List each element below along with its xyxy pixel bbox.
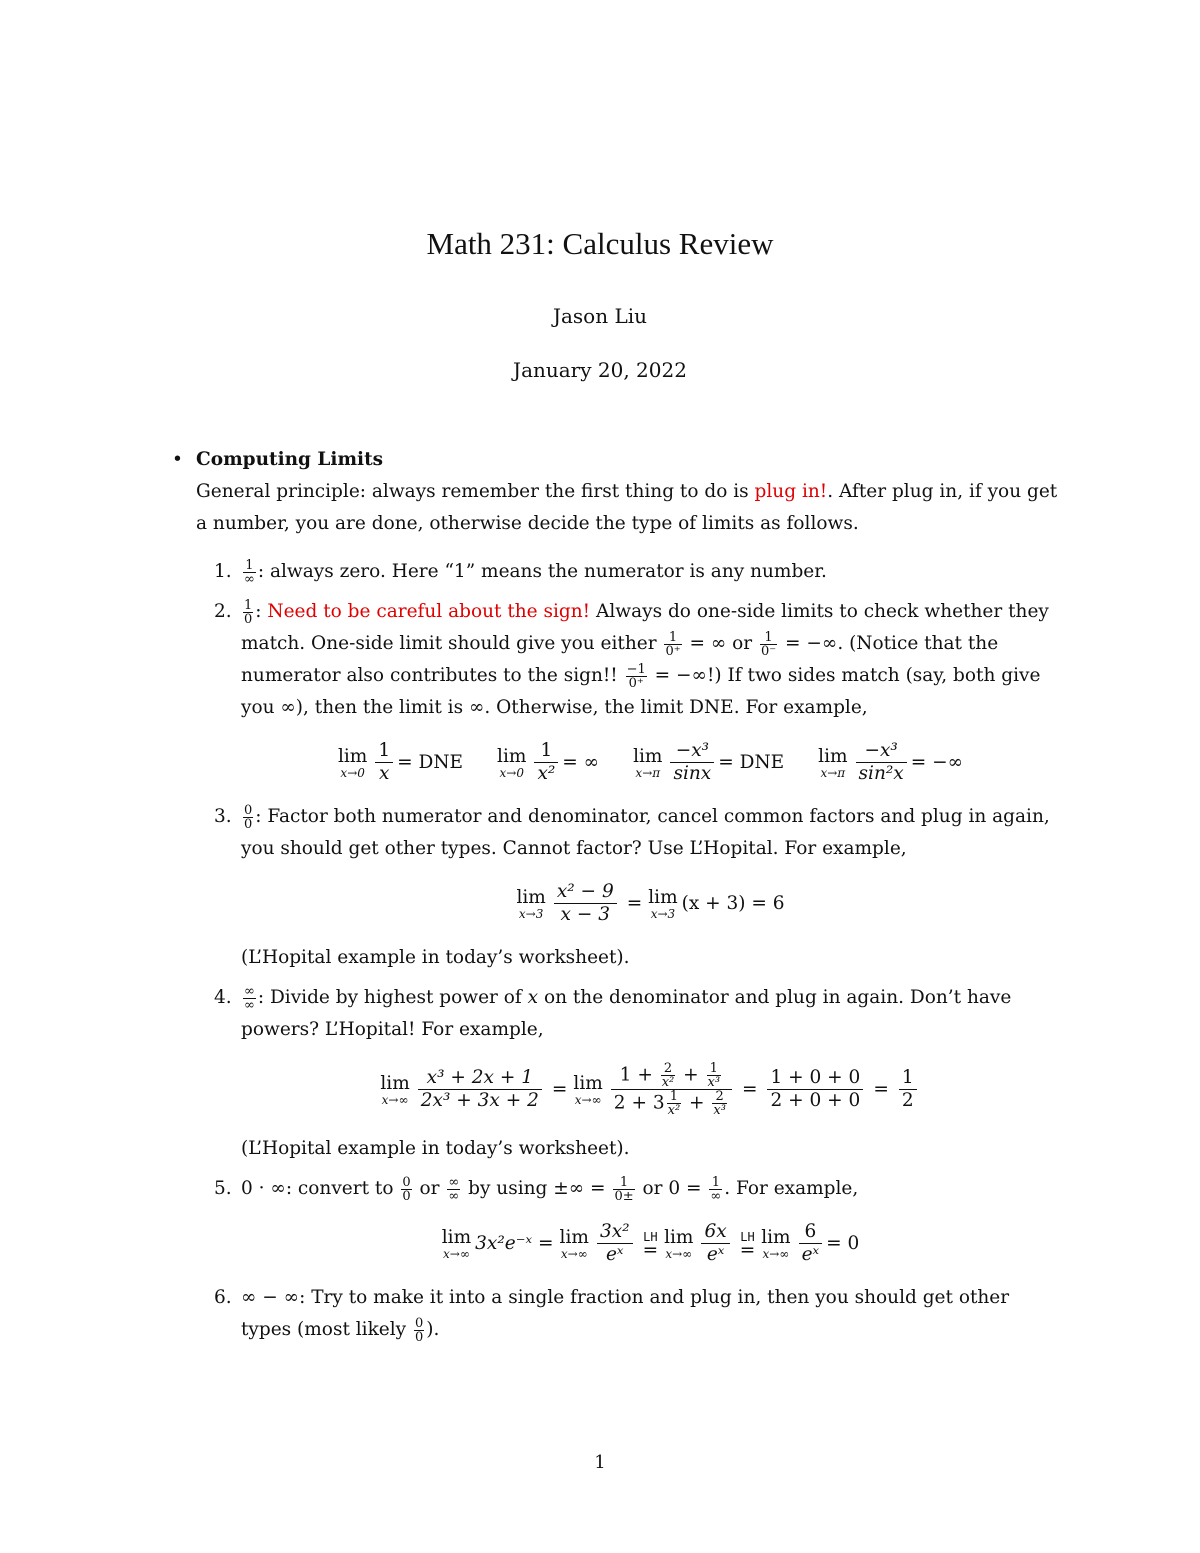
fraction [667,1090,682,1117]
limit-operator [573,1074,602,1106]
item-number: 3. [214,806,232,827]
denominator: eˣ [799,1243,823,1266]
denominator [611,1089,732,1117]
lim-subscript: x→∞ [443,1246,470,1261]
item-number: 4. [214,987,232,1008]
fraction [243,559,256,586]
document-date: January 20, 2022 [513,358,687,382]
numerator: 1 [764,629,773,645]
numerator: ∞ [244,983,255,999]
limit-operator [516,888,545,920]
list-item [170,1282,1060,1346]
lim-label: lim [664,1226,694,1248]
fraction [414,1317,424,1344]
intro-text-end: . After plug in, if you get a number, you are done, otherwise decide the type of limits as follows. [196,481,1058,534]
fraction [613,1176,634,1203]
fraction [712,1090,727,1117]
lhopital-equals [642,1229,659,1261]
denominator: 0± [614,1188,634,1204]
lim-subscript: x→3 [518,906,544,921]
equals-sign: = [642,1239,659,1261]
limit-operator [380,1074,409,1106]
math-expression [818,740,963,785]
numerator: 6x [704,1221,727,1242]
numerator: 0 [415,1315,424,1331]
fraction [767,1067,863,1112]
fraction [664,631,681,658]
lim-label: lim [380,1072,410,1094]
denominator: sinx [670,762,714,785]
numerator: 3x² [599,1221,630,1242]
intro-paragraph [170,476,1060,540]
numerator: 0 [244,802,253,818]
section-heading [170,444,1060,476]
item-note: (L’Hopital example in today’s worksheet). [241,1138,630,1159]
limit-examples [241,740,1060,785]
limit-operator [648,888,677,920]
lim-subscript: x→π [635,765,661,780]
lim-label: lim [761,1226,791,1248]
fraction [709,1176,722,1203]
result: = ∞ [562,751,600,773]
numerator: ∞ [448,1174,460,1190]
math-expression [633,740,784,785]
result: = DNE [397,751,464,773]
lim-label: lim [573,1072,603,1094]
term: + [677,1064,705,1086]
highest-power-example [241,1062,1060,1117]
numerator: 0 [402,1174,411,1190]
numerator: 1 [669,1089,679,1104]
denominator: eˣ [597,1243,633,1266]
fraction [597,1221,633,1266]
numerator: x³ + 2x + 1 [426,1067,533,1088]
numerator: 1 [244,597,253,613]
item-number: 5. [214,1178,232,1199]
list-item [170,982,1060,1165]
item-number: 1. [214,561,232,582]
intro-highlight: plug in! [754,481,828,502]
equals-sign: = [873,1078,889,1100]
numerator: −1 [626,661,646,677]
list-item: 2. $\frac{1}{0}$ : Need to be careful about the sign! Always do one-side limits to check whether they match. One-side limit should give you either $\frac{1}{0^+}$ = ∞ or $\frac{1}{0^-}$ = −∞. (Notice that the numerator also contributes to the sign!! $\frac{-1}{0^+}$ = −∞!) If two sides match (say, both give you ∞), then the limit is ∞. Otherwise, the limit DNE. For example, lim x→0 $\frac{1}{x}$ = DNE lim x→0 $\frac{1}{\text{x²}}$ = ∞ lim x→π $\frac{\text{−x³}}{\sin x}$ = DNE lim x→π $\frac{\text{−x³}}{\text{sin²x}}$ = −∞ [170,596,1060,785]
numerator [611,1062,732,1089]
lim-subscript: x→3 [650,906,676,921]
math-expression [497,740,599,785]
fraction [554,881,617,926]
lim-subscript: x→0 [499,765,524,780]
term: + [683,1092,711,1114]
denominator: 0⁺ [626,676,647,690]
fraction [899,1067,917,1112]
denominator: x − 3 [554,903,617,926]
fraction [707,1062,722,1089]
denominator: 0⁺ [665,643,681,659]
equals-sign: = [551,1078,568,1100]
math-expression [516,881,784,926]
lhopital-equals [739,1229,756,1261]
fraction [670,740,714,785]
item-text: 0 · ∞: convert to [241,1178,400,1199]
document-body [170,444,1060,1354]
result: = −∞ [910,751,964,773]
numerator: 1 [668,629,678,645]
math-expression [380,1062,920,1117]
fraction [243,599,253,626]
item-note: (L’Hopital example in today’s worksheet). [241,947,630,968]
item-text: Always do one-side limits to check whether they match. One-side limit should give you either [241,601,1049,654]
numerator: −x³ [864,740,898,761]
item-text: : Divide by highest power of [257,987,528,1008]
page-number: 1 [594,1452,606,1473]
numerator: 1 [711,1174,720,1190]
limit-types-list [170,556,1060,1346]
equals-sign: = [626,892,643,914]
item-text: ). [426,1319,440,1340]
result: (x + 3) = 6 [681,892,785,914]
equals-sign: = [741,1078,758,1100]
denominator: ∞ [244,571,255,587]
document-author: Jason Liu [552,304,648,328]
fraction [401,1176,411,1203]
lim-label: lim [441,1226,472,1248]
numerator: −x³ [675,740,710,761]
fraction [243,985,256,1012]
math-expression [442,1221,860,1266]
fraction [534,740,558,785]
lim-label: lim [633,745,663,767]
item-text: or [413,1178,446,1199]
numerator: 6 [804,1221,817,1242]
denominator: 0 [415,1329,424,1345]
term: 3x²e⁻ˣ [475,1232,533,1254]
denominator: eˣ [701,1243,729,1266]
variable: x [527,987,539,1008]
limit-operator [664,1228,693,1260]
list-item [170,801,1060,974]
denominator: 0 [402,1188,411,1204]
fraction [760,631,777,658]
fraction [799,1221,823,1266]
warning-text: Need to be careful about the sign! [267,601,591,622]
limit-operator [761,1228,790,1260]
equals-sign: = [538,1232,554,1254]
numerator: 1 [540,740,553,761]
result: = DNE [718,751,785,773]
fraction [375,740,393,785]
equals-sign: = [739,1239,756,1261]
limit-operator [818,747,847,779]
lim-subscript: x→∞ [381,1092,409,1107]
denominator: sin²x [856,762,907,785]
math-expression [338,740,463,785]
lim-label: lim [337,745,368,767]
denominator: 2 + 0 + 0 [767,1089,863,1112]
lim-label: lim [818,745,848,767]
term: 1 + [619,1064,659,1086]
limit-operator [633,747,662,779]
factor-example [241,881,1060,926]
list-item [170,556,1060,588]
limit-operator [497,747,526,779]
list-item [170,1173,1060,1266]
denominator: x² [661,1075,675,1090]
denominator: 0 [244,611,253,627]
denominator: x² [667,1103,681,1118]
denominator: 0⁻ [761,643,777,659]
denominator: 0 [244,816,253,832]
item-number: 2. [214,601,232,622]
denominator: ∞ [244,997,255,1013]
denominator: x [375,762,393,785]
lim-subscript: x→π [820,765,846,780]
bullet-icon: • [172,449,183,470]
denominator: x³ [713,1103,726,1118]
item-number: 6. [214,1287,232,1308]
term: 2 + 3 [613,1092,665,1114]
item-text: ∞ − ∞: Try to make it into a single fraction and plug in, then you should get other types (most likely [241,1287,1010,1340]
item-text: = −∞. (Notice that the numerator also contributes to the sign!! [241,633,999,686]
lim-subscript: x→∞ [665,1246,693,1261]
lim-subscript: x→∞ [560,1246,588,1261]
lim-label: lim [648,886,678,908]
numerator: 1 [619,1174,629,1190]
lim-label: lim [497,745,527,767]
item-text: or 0 = [636,1178,708,1199]
fraction [701,1221,729,1266]
fraction [447,1176,460,1203]
limit-operator [338,747,367,779]
result: = 0 [826,1232,860,1254]
lh-label: LH [643,1229,658,1244]
fraction [243,804,253,831]
numerator: x² − 9 [556,881,614,902]
numerator: 1 [245,557,254,573]
numerator: 1 + 0 + 0 [770,1067,861,1088]
intro-text: General principle: always remember the first thing to do is [196,481,755,502]
denominator: x² [534,762,558,785]
numerator: 1 [709,1061,718,1076]
limit-operator [442,1228,471,1260]
numerator: 1 [378,740,391,761]
section-heading-text: Computing Limits [196,449,384,470]
item-text: = −∞!) If two sides match (say, both give you ∞), then the limit is ∞. Otherwise, the limit DNE. For example, [241,665,1041,718]
numerator: 2 [663,1061,673,1076]
lim-subscript: x→0 [340,765,365,780]
item-text: = ∞ or [683,633,758,654]
fraction [611,1062,732,1117]
document-title: Math 231: Calculus Review [426,226,774,261]
fraction [856,740,907,785]
denominator: ∞ [448,1188,460,1204]
fraction [418,1067,542,1112]
item-text: by using ±∞ = [462,1178,612,1199]
denominator: x³ [707,1075,721,1090]
item-text: : always zero. Here “1” means the numerator is any number. [257,561,827,582]
fraction [661,1062,676,1089]
lim-label: lim [516,886,546,908]
item-text: . For example, [724,1178,859,1199]
lim-subscript: x→∞ [574,1092,602,1107]
item-text: : Factor both numerator and denominator, cancel common factors and plug in again, you should get other types. Cannot factor? Use L’Hopital. For example, [241,806,1050,859]
numerator: 2 [715,1089,724,1104]
denominator: ∞ [710,1188,722,1204]
lhopital-example [241,1221,1060,1266]
lh-label: LH [740,1229,755,1244]
limit-operator [560,1228,589,1260]
lim-label: lim [559,1226,589,1248]
fraction [626,663,647,690]
item-text: on the denominator and plug in again. Don’t have powers? L’Hopital! For example, [241,987,1012,1040]
denominator: 2x³ + 3x + 2 [418,1089,542,1112]
denominator: 2 [899,1089,917,1112]
numerator: 1 [901,1067,914,1088]
lim-subscript: x→∞ [762,1246,790,1261]
